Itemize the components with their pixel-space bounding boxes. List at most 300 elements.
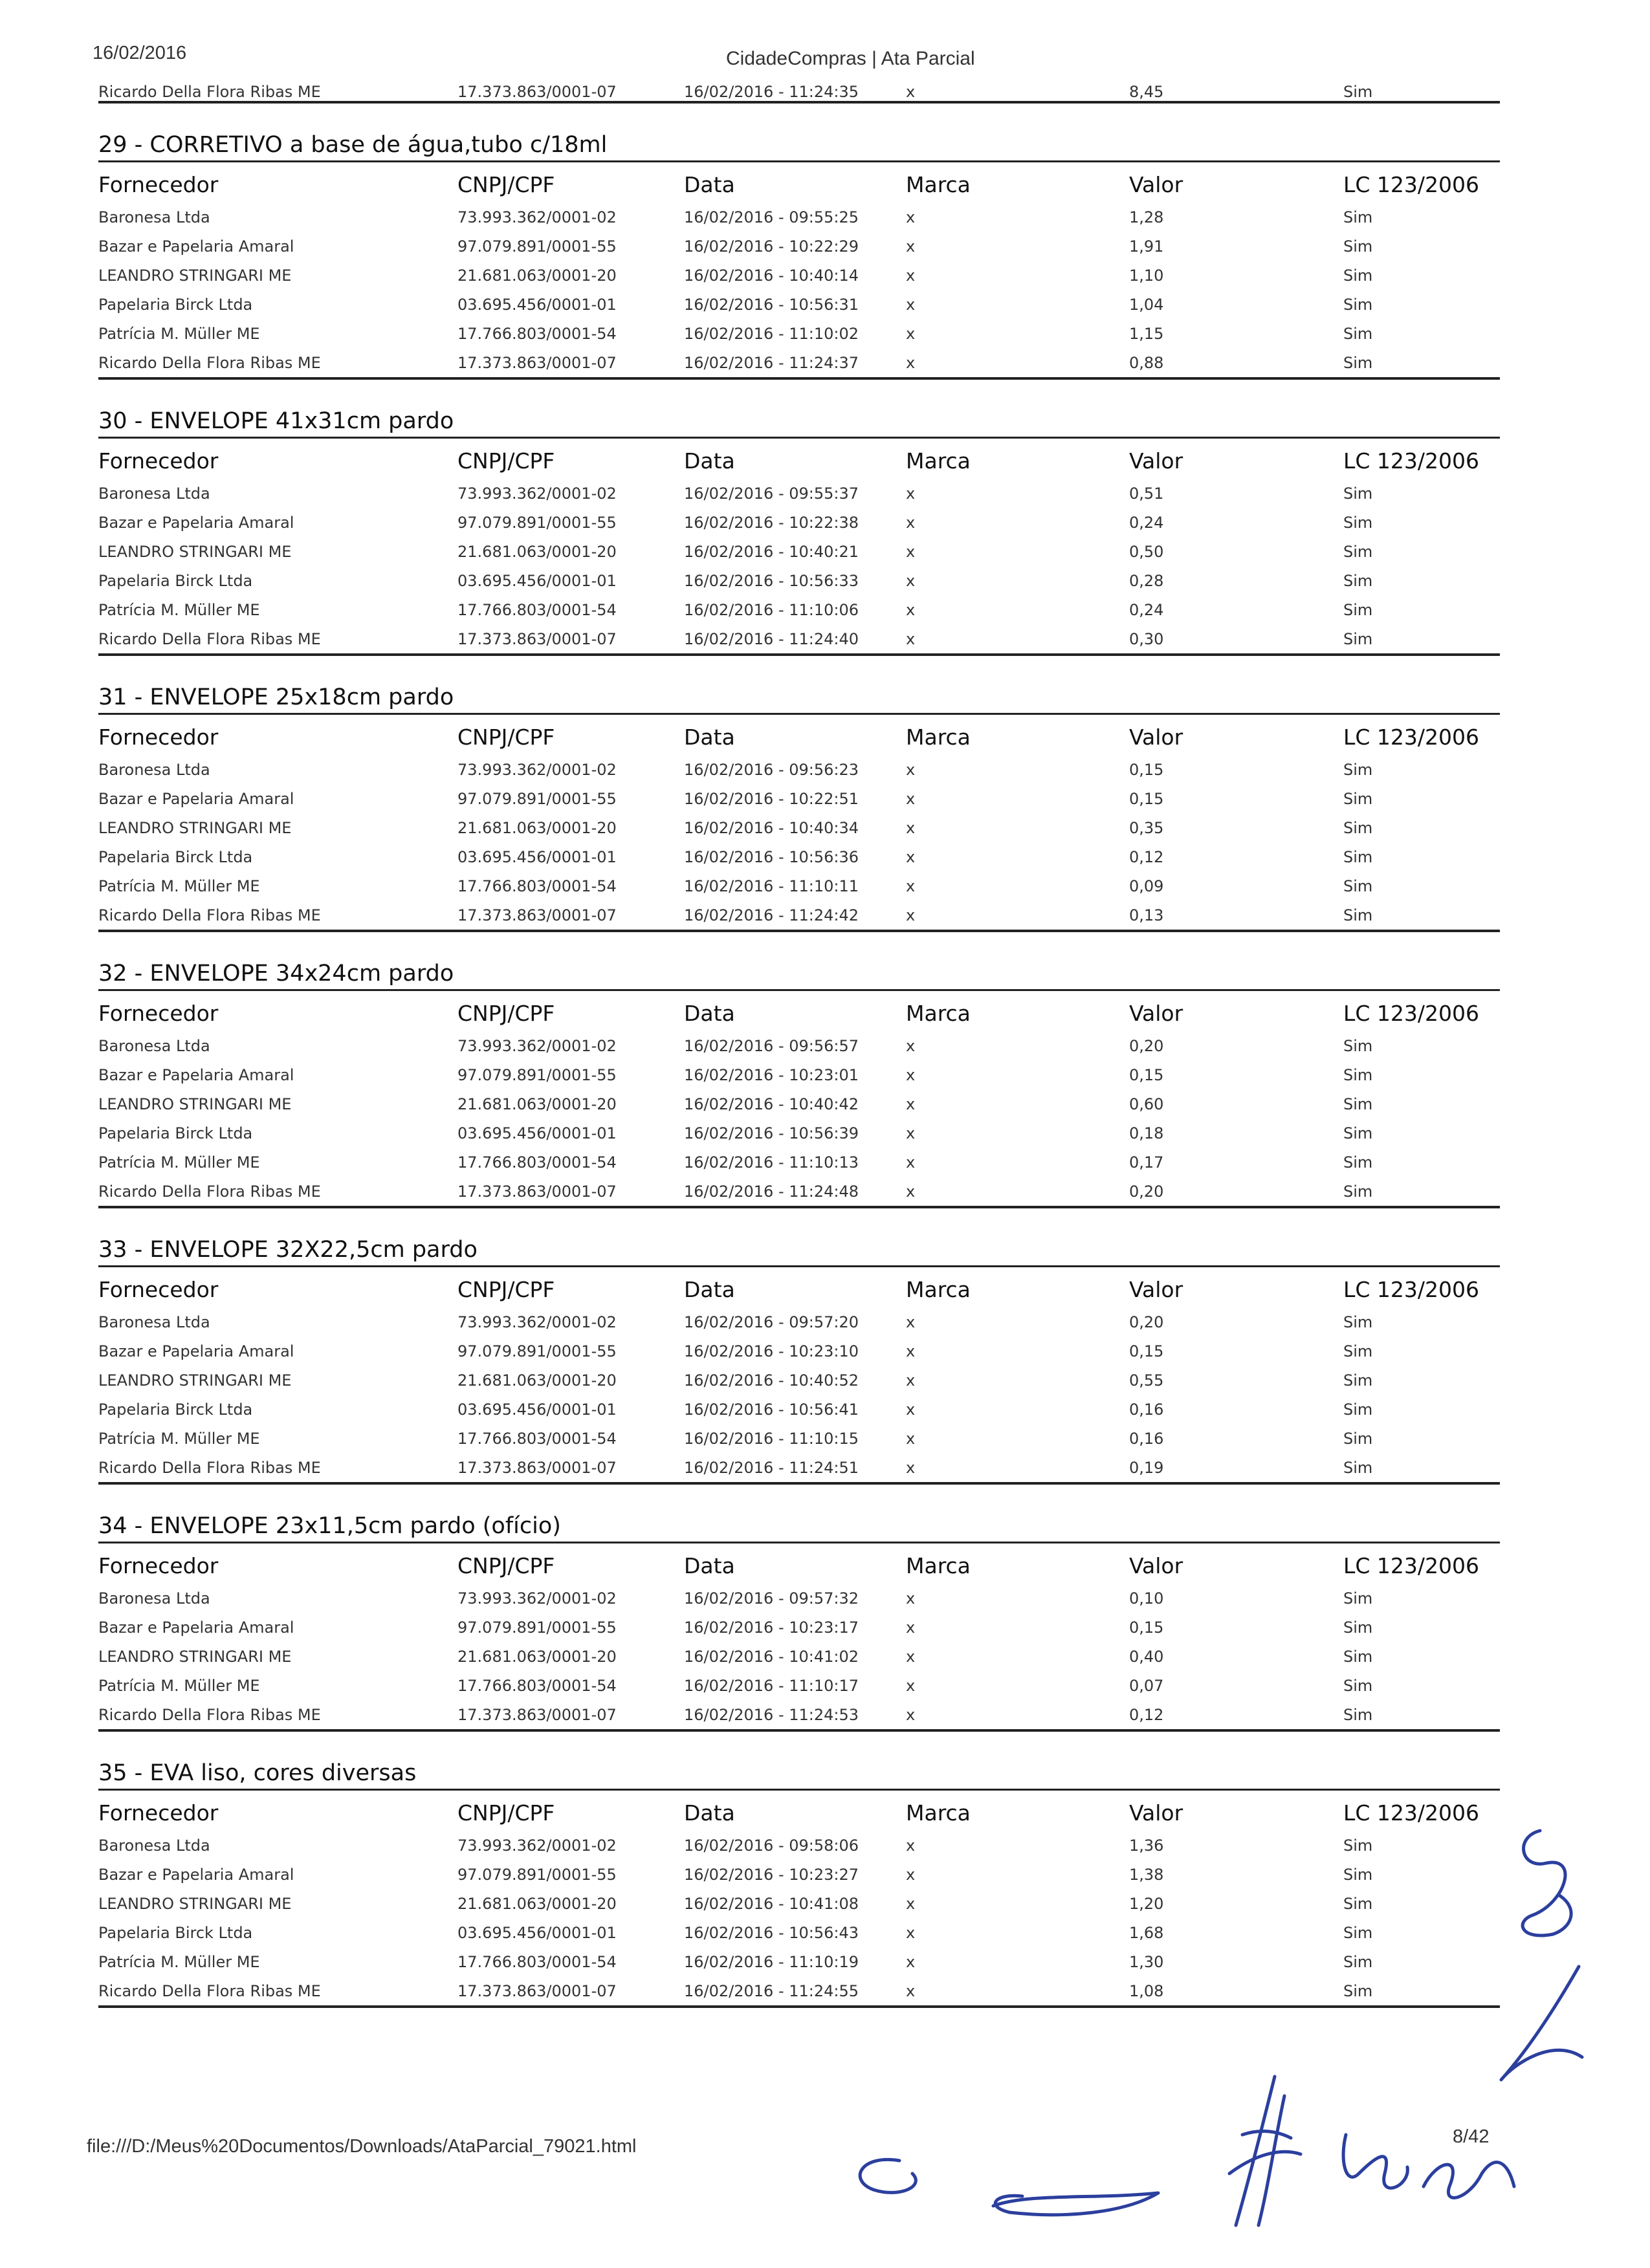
- date-cell: 16/02/2016 - 10:56:33: [684, 572, 859, 590]
- column-header-lc: LC 123/2006: [1343, 172, 1480, 197]
- cnpj-cell: 97.079.891/0001-55: [457, 790, 617, 808]
- date-cell: 16/02/2016 - 11:24:51: [684, 1459, 859, 1477]
- column-header-fornecedor: Fornecedor: [98, 1277, 219, 1302]
- date-cell: 16/02/2016 - 11:24:37: [684, 354, 859, 372]
- date-cell: 16/02/2016 - 09:56:23: [684, 761, 859, 779]
- brand-cell: x: [906, 1982, 916, 2000]
- column-header-data: Data: [684, 725, 735, 750]
- brand-cell: x: [906, 1924, 916, 1942]
- cnpj-cell: 17.373.863/0001-07: [457, 1706, 617, 1724]
- column-header-cnpj: CNPJ/CPF: [457, 1001, 555, 1026]
- document-title: CidadeCompras | Ata Parcial: [726, 48, 975, 69]
- date-cell: 16/02/2016 - 09:55:25: [684, 208, 859, 226]
- cnpj-cell: 17.373.863/0001-07: [457, 1982, 617, 2000]
- cnpj-cell: 97.079.891/0001-55: [457, 237, 617, 256]
- lc-cell: Sim: [1343, 1677, 1373, 1695]
- value-cell: 0,20: [1129, 1183, 1164, 1201]
- supplier-cell: Papelaria Birck Ltda: [98, 848, 253, 866]
- value-cell: 1,91: [1129, 237, 1164, 256]
- date-cell: 16/02/2016 - 11:24:42: [684, 906, 859, 924]
- column-header-data: Data: [684, 448, 735, 474]
- cnpj-cell: 17.373.863/0001-07: [457, 1183, 617, 1201]
- brand-cell: x: [906, 761, 916, 779]
- column-header-valor: Valor: [1129, 1001, 1183, 1026]
- column-header-cnpj: CNPJ/CPF: [457, 725, 555, 750]
- supplier-cell: Ricardo Della Flora Ribas ME: [98, 906, 321, 924]
- date-cell: 16/02/2016 - 10:56:31: [684, 296, 859, 314]
- supplier-cell: Ricardo Della Flora Ribas ME: [98, 1459, 321, 1477]
- value-cell: 0,60: [1129, 1095, 1164, 1113]
- date-cell: 16/02/2016 - 10:23:01: [684, 1066, 859, 1084]
- value-cell: 0,35: [1129, 819, 1164, 837]
- cnpj-cell: 97.079.891/0001-55: [457, 1342, 617, 1360]
- column-header-data: Data: [684, 1800, 735, 1826]
- date-cell: 16/02/2016 - 11:24:40: [684, 630, 859, 648]
- supplier-cell: Bazar e Papelaria Amaral: [98, 1066, 294, 1084]
- brand-cell: x: [906, 543, 916, 561]
- brand-cell: x: [906, 1124, 916, 1142]
- lc-cell: Sim: [1343, 1982, 1373, 2000]
- date-cell: 16/02/2016 - 10:40:42: [684, 1095, 859, 1113]
- value-cell: 0,15: [1129, 761, 1164, 779]
- cnpj-cell: 21.681.063/0001-20: [457, 1095, 617, 1113]
- supplier-cell: Papelaria Birck Ltda: [98, 1924, 253, 1942]
- column-header-marca: Marca: [906, 1277, 971, 1302]
- lc-cell: Sim: [1343, 1371, 1373, 1390]
- lc-cell: Sim: [1343, 1183, 1373, 1201]
- brand-cell: x: [906, 1037, 916, 1055]
- supplier-cell: Baronesa Ltda: [98, 761, 210, 779]
- lc-cell: Sim: [1343, 325, 1373, 343]
- signature-right-top: [1523, 1831, 1571, 1935]
- lc-cell: Sim: [1343, 1066, 1373, 1084]
- cnpj-cell: 17.373.863/0001-07: [457, 1459, 617, 1477]
- value-cell: 1,28: [1129, 208, 1164, 226]
- column-header-cnpj: CNPJ/CPF: [457, 1277, 555, 1302]
- date-cell: 16/02/2016 - 11:24:35: [684, 83, 859, 101]
- cnpj-cell: 21.681.063/0001-20: [457, 1648, 617, 1666]
- column-header-lc: LC 123/2006: [1343, 1553, 1480, 1578]
- brand-cell: x: [906, 819, 916, 837]
- date-cell: 16/02/2016 - 10:22:38: [684, 514, 859, 532]
- supplier-cell: Patrícia M. Müller ME: [98, 1430, 260, 1448]
- lc-cell: Sim: [1343, 237, 1373, 256]
- lc-cell: Sim: [1343, 1095, 1373, 1113]
- lc-cell: Sim: [1343, 1924, 1373, 1942]
- item-title: 33 - ENVELOPE 32X22,5cm pardo: [98, 1237, 478, 1263]
- lc-cell: Sim: [1343, 1153, 1373, 1172]
- lc-cell: Sim: [1343, 1589, 1373, 1608]
- lc-cell: Sim: [1343, 83, 1373, 101]
- brand-cell: x: [906, 267, 916, 285]
- supplier-cell: Bazar e Papelaria Amaral: [98, 1866, 294, 1884]
- lc-cell: Sim: [1343, 354, 1373, 372]
- supplier-cell: Baronesa Ltda: [98, 1837, 210, 1855]
- column-header-fornecedor: Fornecedor: [98, 1001, 219, 1026]
- brand-cell: x: [906, 906, 916, 924]
- lc-cell: Sim: [1343, 543, 1373, 561]
- brand-cell: x: [906, 1183, 916, 1201]
- lc-cell: Sim: [1343, 1342, 1373, 1360]
- signature-bottom-1: [860, 2159, 916, 2192]
- date-cell: 16/02/2016 - 10:41:08: [684, 1895, 859, 1913]
- lc-cell: Sim: [1343, 819, 1373, 837]
- date-cell: 16/02/2016 - 11:10:13: [684, 1153, 859, 1172]
- brand-cell: x: [906, 1430, 916, 1448]
- lc-cell: Sim: [1343, 1648, 1373, 1666]
- value-cell: 0,20: [1129, 1313, 1164, 1331]
- value-cell: 0,15: [1129, 790, 1164, 808]
- value-cell: 0,30: [1129, 630, 1164, 648]
- lc-cell: Sim: [1343, 790, 1373, 808]
- date-cell: 16/02/2016 - 11:10:19: [684, 1953, 859, 1971]
- value-cell: 0,15: [1129, 1066, 1164, 1084]
- column-header-data: Data: [684, 1553, 735, 1578]
- supplier-cell: LEANDRO STRINGARI ME: [98, 267, 292, 285]
- supplier-cell: Patrícia M. Müller ME: [98, 601, 260, 619]
- cnpj-cell: 21.681.063/0001-20: [457, 543, 617, 561]
- column-header-data: Data: [684, 1001, 735, 1026]
- cnpj-cell: 17.766.803/0001-54: [457, 601, 617, 619]
- brand-cell: x: [906, 296, 916, 314]
- value-cell: 0,10: [1129, 1589, 1164, 1608]
- brand-cell: x: [906, 83, 916, 101]
- lc-cell: Sim: [1343, 208, 1373, 226]
- value-cell: 0,12: [1129, 848, 1164, 866]
- signature-bottom-3: [1229, 2077, 1301, 2225]
- brand-cell: x: [906, 208, 916, 226]
- cnpj-cell: 21.681.063/0001-20: [457, 1371, 617, 1390]
- supplier-cell: LEANDRO STRINGARI ME: [98, 1095, 292, 1113]
- supplier-cell: Bazar e Papelaria Amaral: [98, 1342, 294, 1360]
- date-cell: 16/02/2016 - 11:10:15: [684, 1430, 859, 1448]
- lc-cell: Sim: [1343, 267, 1373, 285]
- supplier-cell: Patrícia M. Müller ME: [98, 1153, 260, 1172]
- column-header-cnpj: CNPJ/CPF: [457, 172, 555, 197]
- lc-cell: Sim: [1343, 848, 1373, 866]
- value-cell: 0,24: [1129, 601, 1164, 619]
- column-header-lc: LC 123/2006: [1343, 1800, 1480, 1826]
- column-header-marca: Marca: [906, 172, 971, 197]
- lc-cell: Sim: [1343, 761, 1373, 779]
- value-cell: 0,17: [1129, 1153, 1164, 1172]
- cnpj-cell: 73.993.362/0001-02: [457, 1589, 617, 1608]
- cnpj-cell: 03.695.456/0001-01: [457, 1124, 617, 1142]
- file-path: file:///D:/Meus%20Documentos/Downloads/AtaParcial_79021.html: [87, 2136, 637, 2157]
- date-cell: 16/02/2016 - 11:10:17: [684, 1677, 859, 1695]
- lc-cell: Sim: [1343, 1953, 1373, 1971]
- date-cell: 16/02/2016 - 10:23:17: [684, 1619, 859, 1637]
- date-cell: 16/02/2016 - 10:56:41: [684, 1401, 859, 1419]
- column-header-valor: Valor: [1129, 172, 1183, 197]
- date-cell: 16/02/2016 - 10:40:34: [684, 819, 859, 837]
- date-cell: 16/02/2016 - 09:57:32: [684, 1589, 859, 1608]
- brand-cell: x: [906, 1066, 916, 1084]
- cnpj-cell: 03.695.456/0001-01: [457, 572, 617, 590]
- date-cell: 16/02/2016 - 10:22:51: [684, 790, 859, 808]
- page-number: 8/42: [1453, 2126, 1490, 2147]
- brand-cell: x: [906, 1342, 916, 1360]
- brand-cell: x: [906, 514, 916, 532]
- supplier-cell: Baronesa Ltda: [98, 1313, 210, 1331]
- brand-cell: x: [906, 848, 916, 866]
- column-header-valor: Valor: [1129, 1277, 1183, 1302]
- value-cell: 0,19: [1129, 1459, 1164, 1477]
- date-cell: 16/02/2016 - 09:57:20: [684, 1313, 859, 1331]
- signature-right-mid: [1501, 1967, 1582, 2080]
- column-header-marca: Marca: [906, 1800, 971, 1826]
- print-date: 16/02/2016: [93, 43, 187, 63]
- column-header-lc: LC 123/2006: [1343, 1277, 1480, 1302]
- date-cell: 16/02/2016 - 11:24:53: [684, 1706, 859, 1724]
- cnpj-cell: 17.373.863/0001-07: [457, 630, 617, 648]
- supplier-cell: LEANDRO STRINGARI ME: [98, 1895, 292, 1913]
- value-cell: 0,50: [1129, 543, 1164, 561]
- item-title: 31 - ENVELOPE 25x18cm pardo: [98, 684, 454, 710]
- lc-cell: Sim: [1343, 572, 1373, 590]
- column-header-valor: Valor: [1129, 448, 1183, 474]
- column-header-marca: Marca: [906, 725, 971, 750]
- signature-bottom-4: [1343, 2135, 1407, 2188]
- brand-cell: x: [906, 1459, 916, 1477]
- column-header-fornecedor: Fornecedor: [98, 448, 219, 474]
- brand-cell: x: [906, 1953, 916, 1971]
- cnpj-cell: 73.993.362/0001-02: [457, 208, 617, 226]
- cnpj-cell: 97.079.891/0001-55: [457, 1866, 617, 1884]
- column-header-marca: Marca: [906, 1001, 971, 1026]
- supplier-cell: Patrícia M. Müller ME: [98, 1953, 260, 1971]
- value-cell: 0,13: [1129, 906, 1164, 924]
- supplier-cell: Bazar e Papelaria Amaral: [98, 514, 294, 532]
- value-cell: 1,30: [1129, 1953, 1164, 1971]
- value-cell: 0,12: [1129, 1706, 1164, 1724]
- cnpj-cell: 17.766.803/0001-54: [457, 877, 617, 895]
- value-cell: 0,55: [1129, 1371, 1164, 1390]
- column-header-lc: LC 123/2006: [1343, 1001, 1480, 1026]
- brand-cell: x: [906, 1706, 916, 1724]
- value-cell: 0,16: [1129, 1430, 1164, 1448]
- lc-cell: Sim: [1343, 1401, 1373, 1419]
- date-cell: 16/02/2016 - 10:56:43: [684, 1924, 859, 1942]
- item-title: 34 - ENVELOPE 23x11,5cm pardo (ofício): [98, 1513, 561, 1539]
- cnpj-cell: 21.681.063/0001-20: [457, 1895, 617, 1913]
- supplier-cell: Ricardo Della Flora Ribas ME: [98, 354, 321, 372]
- date-cell: 16/02/2016 - 09:58:06: [684, 1837, 859, 1855]
- cnpj-cell: 73.993.362/0001-02: [457, 485, 617, 503]
- date-cell: 16/02/2016 - 11:10:06: [684, 601, 859, 619]
- lc-cell: Sim: [1343, 601, 1373, 619]
- lc-cell: Sim: [1343, 1313, 1373, 1331]
- column-header-fornecedor: Fornecedor: [98, 725, 219, 750]
- lc-cell: Sim: [1343, 1459, 1373, 1477]
- column-header-valor: Valor: [1129, 1800, 1183, 1826]
- supplier-cell: LEANDRO STRINGARI ME: [98, 543, 292, 561]
- date-cell: 16/02/2016 - 10:40:52: [684, 1371, 859, 1390]
- supplier-cell: Baronesa Ltda: [98, 1589, 210, 1608]
- supplier-cell: Papelaria Birck Ltda: [98, 1124, 253, 1142]
- brand-cell: x: [906, 1648, 916, 1666]
- lc-cell: Sim: [1343, 906, 1373, 924]
- value-cell: 0,09: [1129, 877, 1164, 895]
- value-cell: 1,15: [1129, 325, 1164, 343]
- cnpj-cell: 73.993.362/0001-02: [457, 761, 617, 779]
- column-header-valor: Valor: [1129, 1553, 1183, 1578]
- date-cell: 16/02/2016 - 11:10:02: [684, 325, 859, 343]
- item-title: 30 - ENVELOPE 41x31cm pardo: [98, 408, 454, 434]
- date-cell: 16/02/2016 - 10:56:39: [684, 1124, 859, 1142]
- supplier-cell: Baronesa Ltda: [98, 1037, 210, 1055]
- date-cell: 16/02/2016 - 10:41:02: [684, 1648, 859, 1666]
- date-cell: 16/02/2016 - 10:23:10: [684, 1342, 859, 1360]
- column-header-lc: LC 123/2006: [1343, 725, 1480, 750]
- value-cell: 0,16: [1129, 1401, 1164, 1419]
- cnpj-cell: 17.766.803/0001-54: [457, 325, 617, 343]
- brand-cell: x: [906, 237, 916, 256]
- value-cell: 0,24: [1129, 514, 1164, 532]
- supplier-cell: Ricardo Della Flora Ribas ME: [98, 83, 321, 101]
- value-cell: 0,18: [1129, 1124, 1164, 1142]
- signature-bottom-5: [1424, 2163, 1514, 2198]
- lc-cell: Sim: [1343, 1895, 1373, 1913]
- supplier-cell: Baronesa Ltda: [98, 208, 210, 226]
- brand-cell: x: [906, 485, 916, 503]
- item-title: 32 - ENVELOPE 34x24cm pardo: [98, 961, 454, 987]
- value-cell: 0,07: [1129, 1677, 1164, 1695]
- supplier-cell: LEANDRO STRINGARI ME: [98, 1371, 292, 1390]
- cnpj-cell: 73.993.362/0001-02: [457, 1037, 617, 1055]
- date-cell: 16/02/2016 - 10:23:27: [684, 1866, 859, 1884]
- supplier-cell: Patrícia M. Müller ME: [98, 325, 260, 343]
- value-cell: 1,04: [1129, 296, 1164, 314]
- date-cell: 16/02/2016 - 10:40:14: [684, 267, 859, 285]
- value-cell: 1,68: [1129, 1924, 1164, 1942]
- lc-cell: Sim: [1343, 296, 1373, 314]
- supplier-cell: Ricardo Della Flora Ribas ME: [98, 630, 321, 648]
- supplier-cell: Patrícia M. Müller ME: [98, 1677, 260, 1695]
- lc-cell: Sim: [1343, 877, 1373, 895]
- brand-cell: x: [906, 1589, 916, 1608]
- lc-cell: Sim: [1343, 514, 1373, 532]
- value-cell: 0,40: [1129, 1648, 1164, 1666]
- item-title: 35 - EVA liso, cores diversas: [98, 1760, 417, 1786]
- column-header-fornecedor: Fornecedor: [98, 1800, 219, 1826]
- column-header-cnpj: CNPJ/CPF: [457, 1553, 555, 1578]
- value-cell: 1,38: [1129, 1866, 1164, 1884]
- brand-cell: x: [906, 1095, 916, 1113]
- brand-cell: x: [906, 1401, 916, 1419]
- cnpj-cell: 03.695.456/0001-01: [457, 848, 617, 866]
- cnpj-cell: 73.993.362/0001-02: [457, 1837, 617, 1855]
- date-cell: 16/02/2016 - 11:24:55: [684, 1982, 859, 2000]
- date-cell: 16/02/2016 - 10:56:36: [684, 848, 859, 866]
- brand-cell: x: [906, 877, 916, 895]
- column-header-fornecedor: Fornecedor: [98, 1553, 219, 1578]
- cnpj-cell: 97.079.891/0001-55: [457, 514, 617, 532]
- value-cell: 1,08: [1129, 1982, 1164, 2000]
- supplier-cell: Ricardo Della Flora Ribas ME: [98, 1706, 321, 1724]
- column-header-fornecedor: Fornecedor: [98, 172, 219, 197]
- cnpj-cell: 17.766.803/0001-54: [457, 1677, 617, 1695]
- lc-cell: Sim: [1343, 1124, 1373, 1142]
- supplier-cell: Papelaria Birck Ltda: [98, 1401, 253, 1419]
- supplier-cell: Papelaria Birck Ltda: [98, 572, 253, 590]
- lc-cell: Sim: [1343, 1037, 1373, 1055]
- cnpj-cell: 17.373.863/0001-07: [457, 354, 617, 372]
- cnpj-cell: 73.993.362/0001-02: [457, 1313, 617, 1331]
- brand-cell: x: [906, 1895, 916, 1913]
- brand-cell: x: [906, 1313, 916, 1331]
- cnpj-cell: 21.681.063/0001-20: [457, 819, 617, 837]
- column-header-lc: LC 123/2006: [1343, 448, 1480, 474]
- column-header-data: Data: [684, 1277, 735, 1302]
- supplier-cell: Bazar e Papelaria Amaral: [98, 237, 294, 256]
- lc-cell: Sim: [1343, 1866, 1373, 1884]
- supplier-cell: Bazar e Papelaria Amaral: [98, 1619, 294, 1637]
- brand-cell: x: [906, 1866, 916, 1884]
- column-header-cnpj: CNPJ/CPF: [457, 448, 555, 474]
- date-cell: 16/02/2016 - 11:10:11: [684, 877, 859, 895]
- column-header-marca: Marca: [906, 448, 971, 474]
- value-cell: 0,15: [1129, 1342, 1164, 1360]
- supplier-cell: Baronesa Ltda: [98, 485, 210, 503]
- lc-cell: Sim: [1343, 485, 1373, 503]
- brand-cell: x: [906, 790, 916, 808]
- column-header-cnpj: CNPJ/CPF: [457, 1800, 555, 1826]
- cnpj-cell: 97.079.891/0001-55: [457, 1066, 617, 1084]
- value-cell: 0,28: [1129, 572, 1164, 590]
- brand-cell: x: [906, 601, 916, 619]
- supplier-cell: Ricardo Della Flora Ribas ME: [98, 1183, 321, 1201]
- brand-cell: x: [906, 1837, 916, 1855]
- cnpj-cell: 17.766.803/0001-54: [457, 1953, 617, 1971]
- value-cell: 1,10: [1129, 267, 1164, 285]
- cnpj-cell: 03.695.456/0001-01: [457, 1924, 617, 1942]
- column-header-data: Data: [684, 172, 735, 197]
- value-cell: 0,20: [1129, 1037, 1164, 1055]
- supplier-cell: LEANDRO STRINGARI ME: [98, 1648, 292, 1666]
- brand-cell: x: [906, 630, 916, 648]
- brand-cell: x: [906, 572, 916, 590]
- value-cell: 0,15: [1129, 1619, 1164, 1637]
- cnpj-cell: 03.695.456/0001-01: [457, 296, 617, 314]
- brand-cell: x: [906, 1677, 916, 1695]
- item-title: 29 - CORRETIVO a base de água,tubo c/18ml: [98, 132, 608, 158]
- date-cell: 16/02/2016 - 09:55:37: [684, 485, 859, 503]
- lc-cell: Sim: [1343, 1706, 1373, 1724]
- date-cell: 16/02/2016 - 10:22:29: [684, 237, 859, 256]
- lc-cell: Sim: [1343, 1430, 1373, 1448]
- value-cell: 0,51: [1129, 485, 1164, 503]
- supplier-cell: Papelaria Birck Ltda: [98, 296, 253, 314]
- signature-bottom-2: [993, 2193, 1158, 2215]
- lc-cell: Sim: [1343, 1837, 1373, 1855]
- cnpj-cell: 97.079.891/0001-55: [457, 1619, 617, 1637]
- brand-cell: x: [906, 1619, 916, 1637]
- column-header-valor: Valor: [1129, 725, 1183, 750]
- column-header-marca: Marca: [906, 1553, 971, 1578]
- value-cell: 1,20: [1129, 1895, 1164, 1913]
- date-cell: 16/02/2016 - 09:56:57: [684, 1037, 859, 1055]
- brand-cell: x: [906, 1153, 916, 1172]
- lc-cell: Sim: [1343, 1619, 1373, 1637]
- value-cell: 8,45: [1129, 83, 1164, 101]
- supplier-cell: LEANDRO STRINGARI ME: [98, 819, 292, 837]
- cnpj-cell: 17.373.863/0001-07: [457, 83, 617, 101]
- lc-cell: Sim: [1343, 630, 1373, 648]
- date-cell: 16/02/2016 - 11:24:48: [684, 1183, 859, 1201]
- cnpj-cell: 17.373.863/0001-07: [457, 906, 617, 924]
- brand-cell: x: [906, 325, 916, 343]
